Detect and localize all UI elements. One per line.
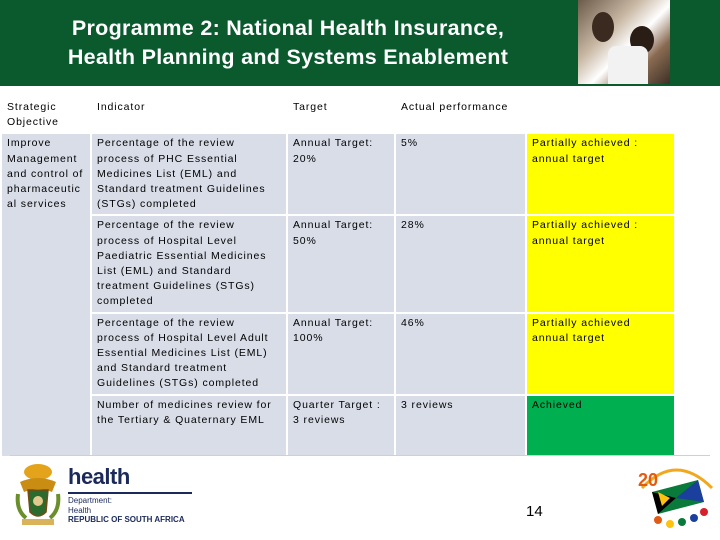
- table-row: [2, 216, 674, 311]
- footer-divider: [10, 455, 710, 456]
- header-target: Target: [288, 98, 394, 132]
- svg-text:20: 20: [638, 470, 659, 490]
- header-actual-performance: Actual performance: [396, 98, 525, 132]
- actual-cell: 3 reviews: [396, 396, 525, 456]
- coat-of-arms-icon: [12, 462, 64, 528]
- dept-line-3: REPUBLIC OF SOUTH AFRICA: [68, 515, 185, 524]
- target-cell: Annual Target: 50%: [288, 216, 394, 311]
- actual-cell: 46%: [396, 314, 525, 394]
- page-title: [8, 14, 568, 72]
- actual-cell: 5%: [396, 134, 525, 214]
- performance-table: [0, 96, 676, 458]
- target-cell: Annual Target: 100%: [288, 314, 394, 394]
- header-status: [527, 98, 674, 132]
- title-banner: [0, 0, 720, 86]
- status-badge: Achieved: [527, 396, 674, 456]
- status-badge: Partially achieved : annual target: [527, 216, 674, 311]
- dept-line-2: Health: [68, 505, 92, 515]
- header-photo: [578, 0, 670, 84]
- indicator-cell: Percentage of the review process of Hospital Level Adult Essential Medicines List (EML) and Standard treatment Guidelines (STGs) completed: [92, 314, 286, 394]
- status-badge: Partially achieved : annual target: [527, 134, 674, 214]
- indicator-cell: Percentage of the review process of Hospital Level Paediatric Essential Medicines List (EML) and Standard treatment Guidelines (STGs) completed: [92, 216, 286, 311]
- table-row: [2, 396, 674, 456]
- header-indicator: Indicator: [92, 98, 286, 132]
- page-number: 14: [526, 503, 543, 520]
- target-cell: Annual Target: 20%: [288, 134, 394, 214]
- page-title-line-1: Programme 2: National Health Insurance,: [71, 16, 505, 40]
- brand-underline: [68, 492, 192, 494]
- indicator-cell: Percentage of the review process of PHC Essential Medicines List (EML) and Standard treatment Guidelines (STGs) completed: [92, 134, 286, 214]
- table-row: [2, 314, 674, 394]
- status-badge: Partially achieved annual target: [527, 314, 674, 394]
- strategic-objective-cell: Improve Management and control of pharmaceutic al services: [2, 134, 90, 455]
- header-strategic-objective: Strategic Objective: [2, 98, 90, 132]
- table-header-row: [2, 98, 674, 132]
- table-row: [2, 134, 674, 214]
- actual-cell: 28%: [396, 216, 525, 311]
- twenty-years-freedom-logo: [636, 458, 716, 536]
- dept-line-1: Department:: [68, 496, 113, 505]
- target-cell: Quarter Target : 3 reviews: [288, 396, 394, 456]
- health-wordmark: health: [68, 464, 130, 489]
- department-label: [68, 496, 185, 525]
- page-title-line-2: Health Planning and Systems Enablement: [67, 45, 509, 69]
- indicator-cell: Number of medicines review for the Tertiary & Quaternary EML: [92, 396, 286, 456]
